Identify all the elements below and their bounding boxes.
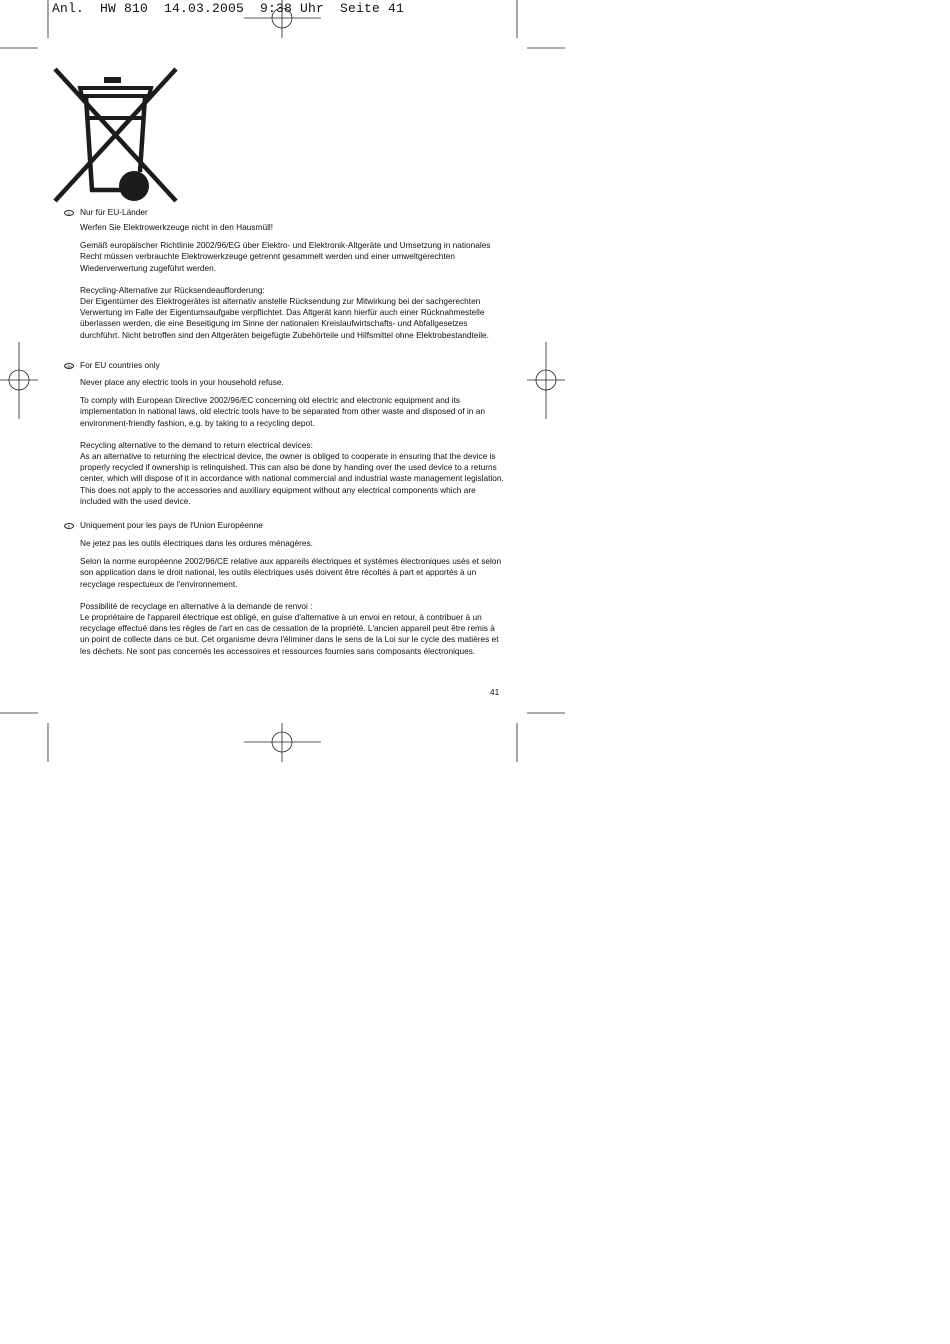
- section-heading-gb: [64, 360, 160, 371]
- directive-text: To comply with European Directive 2002/96/EC concerning old electric and electronic equipment and its implementation in national laws, old electric tools have to be separated from other waste and disposed of in an environment-friendly fashion, e.g. by taking to a recycling depot.: [80, 395, 485, 428]
- crossed-out-wheelie-bin-icon: [52, 66, 180, 204]
- recycling-heading: Possibilité de recyclage en alternative à la demande de renvoi :: [80, 600, 313, 611]
- section-body-fr: [80, 538, 505, 657]
- section-heading-fr: [64, 520, 263, 531]
- country-code-badge: D: [64, 210, 74, 216]
- country-code-badge: F: [64, 523, 74, 529]
- recycling-text: Le propriétaire de l'appareil électrique est obligé, en guise d'alternative à un envoi en retour, à contribuer à un recyclage effectué dans les règles de l'art en cas de cessation de la propriété. L'ancien appareil peut être remis à un point de collecte dans ce but. Cet organisme devra l'éliminer dans le sens de la Loi sur le cycle des matières et les déchets. Ne sont pas concernés les accessoires et ressources fournies sans composants électroniques.: [80, 612, 499, 656]
- directive-text: Selon la norme européenne 2002/96/CE relative aux appareils électriques et systèmes électroniques usés et selon son application dans le droit national, les outils électriques usés doivent être récoltés à part et apportés à un recyclage respectueux de l'environnement.: [80, 556, 502, 589]
- directive-text: Gemäß europäischer Richtlinie 2002/96/EG über Elektro- und Elektronik-Altgeräte und Umsetzung in nationales Recht müssen verbrauchte Elektrowerkzeuge getrennt gesammelt werden und einer umweltgerechten Wiederverwertung zugeführt werden.: [80, 240, 491, 273]
- section-title: Uniquement pour les pays de l'Union Européenne: [80, 520, 263, 530]
- page-number: 41: [490, 687, 500, 697]
- warning-text: Ne jetez pas les outils électriques dans les ordures ménagères.: [80, 538, 313, 548]
- section-title: For EU countries only: [80, 360, 160, 370]
- recycling-heading: Recycling alternative to the demand to return electrical devices:: [80, 439, 313, 450]
- print-header: Anl. HW 810 14.03.2005 9:38 Uhr Seite 41: [52, 1, 405, 16]
- warning-text: Never place any electric tools in your household refuse.: [80, 377, 284, 387]
- section-body-gb: [80, 377, 505, 507]
- section-body-de: [80, 222, 505, 341]
- country-code-badge: GB: [64, 363, 74, 369]
- recycling-text: Der Eigentümer des Elektrogerätes ist alternativ anstelle Rücksendung zur Mitwirkung bei der sachgerechten Verwertung im Falle der Eigentumsaufgabe verpflichtet. Das Altgerät kann hierfür auch einer Rücknahmestelle überlassen werden, die eine Beseitigung im Sinne der nationalen Kreislaufwirtschafts- und Abfallgesetzes durchführt. Nicht betroffen sind den Altgeräten beigefügte Zubehörteile und Hilfsmittel ohne Elektrobestandteile.: [80, 296, 489, 340]
- warning-text: Werfen Sie Elektrowerkzeuge nicht in den Hausmüll!: [80, 222, 274, 232]
- section-heading-de: [64, 207, 148, 218]
- section-title: Nur für EU-Länder: [80, 207, 148, 217]
- recycling-text: As an alternative to returning the electrical device, the owner is obliged to cooperate in ensuring that the device is properly recycled if ownership is relinquished. This can also be done by handing over the used device to a returns center, which will dispose of it in accordance with national commercial and industrial waste management legislation. This does not apply to the accessories and auxiliary equipment without any electrical components which are included with the used device.: [80, 451, 504, 506]
- recycling-heading: Recycling-Alternative zur Rücksendeaufforderung:: [80, 284, 265, 295]
